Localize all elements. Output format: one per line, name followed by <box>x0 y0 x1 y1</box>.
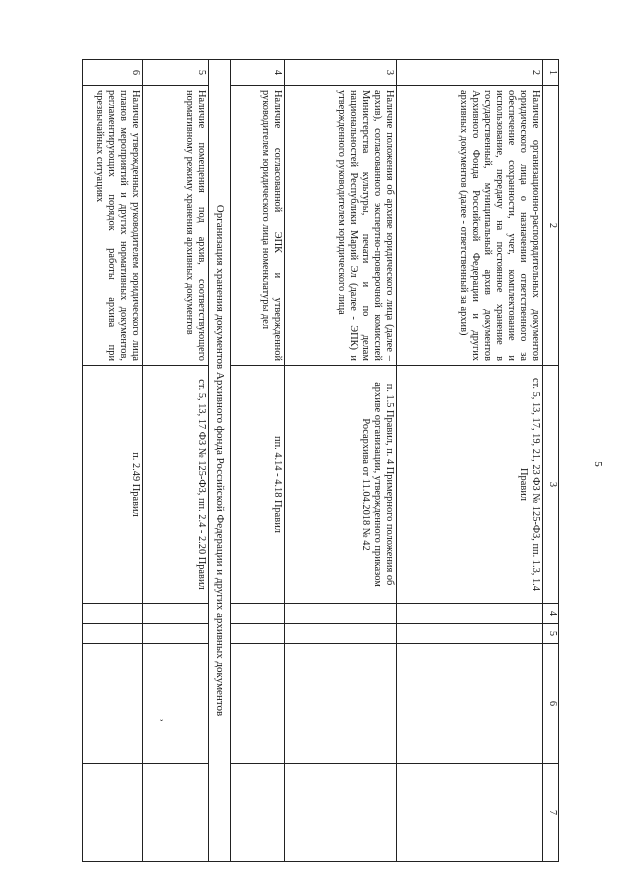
table-row <box>285 60 397 862</box>
header-cell: 5 <box>543 624 559 644</box>
section-row <box>209 60 231 862</box>
requirement-text: Наличие согласованной ЭПК и утвержденной руководителем юридического лица номенклатуры дел <box>231 86 285 366</box>
tick-mark: ˇ <box>160 718 163 728</box>
reference-text: пп. 4.14 - 4.18 Правил <box>231 366 285 604</box>
row-number: 2 <box>397 60 543 86</box>
reference-text: ст. 5, 13, 17 ФЗ № 125-ФЗ, пп. 2.4 - 2.20 Правил <box>143 366 209 604</box>
requirement-text: Наличие положения об архиве юридического лица (далее – архив), согласованного экспертно-проверочной комиссией Министерства культуры, печати и по делам национальностей Республики Марий Эл (далее - ЭПК) и утвержденного руководителем юридического лица <box>285 86 397 366</box>
empty-cell <box>285 764 397 862</box>
requirement-text: Наличие помещения под архив, соответствующего нормативному режиму хранения архивных документов <box>143 86 209 366</box>
table-row <box>231 60 285 862</box>
header-cell: 1 <box>543 60 559 86</box>
empty-cell <box>231 604 285 624</box>
empty-cell <box>285 644 397 764</box>
empty-cell <box>143 604 209 624</box>
empty-cell <box>231 644 285 764</box>
empty-cell <box>83 604 143 624</box>
empty-cell <box>285 624 397 644</box>
empty-cell <box>397 604 543 624</box>
checklist-table <box>82 59 559 862</box>
reference-text: ст. 5, 13, 17, 19, 21, 23 ФЗ № 125-ФЗ, пп. 1.3, 1.4 Правил <box>397 366 543 604</box>
rotated-table-frame <box>82 59 559 861</box>
empty-cell <box>83 644 143 764</box>
empty-cell <box>83 624 143 644</box>
page-number: 5 <box>591 461 604 467</box>
empty-cell <box>83 764 143 862</box>
table-row <box>83 60 143 862</box>
empty-cell <box>143 644 209 764</box>
table-row <box>397 60 543 862</box>
header-cell: 4 <box>543 604 559 624</box>
row-number: 5 <box>143 60 209 86</box>
header-cell: 3 <box>543 366 559 604</box>
table-row <box>143 60 209 862</box>
table-header-row <box>543 60 559 862</box>
row-number: 4 <box>231 60 285 86</box>
empty-cell <box>143 624 209 644</box>
row-number: 6 <box>83 60 143 86</box>
header-cell: 6 <box>543 644 559 764</box>
row-number: 3 <box>285 60 397 86</box>
section-title: Организация хранения документов Архивного фонда Российской Федерации и других архивных документов <box>209 60 231 862</box>
empty-cell <box>397 644 543 764</box>
empty-cell <box>231 764 285 862</box>
header-cell: 2 <box>543 86 559 366</box>
empty-cell <box>397 764 543 862</box>
empty-cell <box>231 624 285 644</box>
empty-cell <box>397 624 543 644</box>
reference-text: п. 1.5 Правил, п. 4 Примерного положения об архиве организации, утвержденного приказом Росархива от 11.04.2018 № 42 <box>285 366 397 604</box>
header-cell: 7 <box>543 764 559 862</box>
requirement-text: Наличие организационно-распорядительных документов юридического лица о назначении ответственного за обеспечение сохранности, учет, комплектование и использование, передачу на постоянное хранение в государственный, муниципальный архив документов Архивного Фонда Российской Федерации и других архивных документов (далее - ответственный за архив) <box>397 86 543 366</box>
reference-text: п. 2.49 Правил <box>83 366 143 604</box>
empty-cell <box>285 604 397 624</box>
requirement-text: Наличие утвержденных руководителем юридического лица планов мероприятий и других нормативных документов, регламентирующих порядок работы архива при чрезвычайных ситуациях <box>83 86 143 366</box>
empty-cell <box>143 764 209 862</box>
